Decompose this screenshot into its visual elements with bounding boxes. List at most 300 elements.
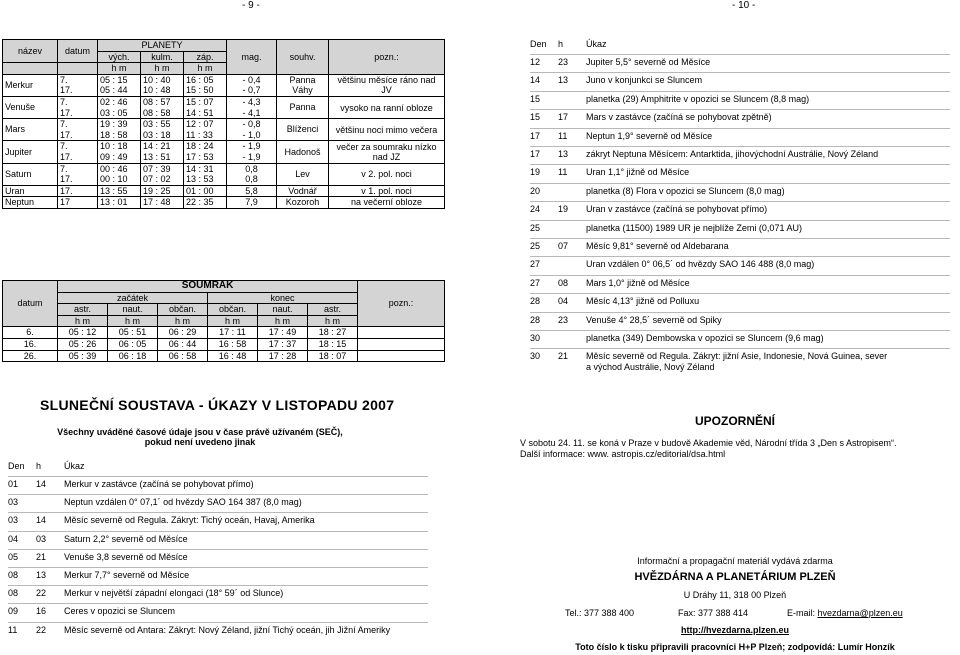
- planet-name: Venuše: [3, 96, 58, 118]
- footer-email: [787, 608, 903, 618]
- event-text-line: a východ Austrálie, Nový Zéland: [586, 362, 715, 373]
- col-mag: mag.: [227, 40, 277, 75]
- footer-credit: Toto číslo k tisku připravili pracovníci H+P Plzeň; zodpovídá: Lumír Honzík: [575, 642, 895, 652]
- event-text-line: Mars 1,0° jižně od Měsíce: [586, 277, 690, 288]
- planets-title: PLANETY: [98, 40, 227, 52]
- magnitude: - 0,7: [227, 85, 277, 96]
- transit-time: 19 : 25: [141, 185, 184, 197]
- event-text-line: Neptun vzdálen 0° 07,1´ od hvězdy SAO 164 387 (8,0 mag): [64, 497, 302, 508]
- event-hour: 03: [36, 533, 47, 544]
- event-day: 17: [530, 130, 541, 141]
- rise-time: 09 : 49: [98, 152, 141, 163]
- planet-row: [3, 197, 445, 209]
- header-ukaz: Úkaz: [64, 461, 85, 471]
- planet-row: [3, 163, 445, 174]
- event-hour: 08: [558, 277, 569, 288]
- planet-row: [3, 96, 445, 107]
- event-text: [586, 149, 878, 160]
- date-cell: 6.: [3, 327, 58, 339]
- event-day: 24: [530, 204, 541, 215]
- rise-time: 19 : 39: [98, 119, 141, 130]
- event-text-line: Jupiter 5,5° severně od Měsíce: [586, 57, 711, 67]
- rise-time: 03 : 05: [98, 108, 141, 119]
- event-hour: 21: [36, 551, 47, 562]
- event-row: [530, 57, 710, 68]
- event-day: 03: [8, 497, 19, 508]
- events-header-left: [8, 461, 85, 472]
- notice-line: V sobotu 24. 11. se koná v Praze v budově Akademie věd, Národní třída 3 „Den s Astropisem“.: [520, 438, 897, 448]
- hm-blank: [58, 63, 98, 75]
- header-ukaz: Úkaz: [586, 39, 607, 49]
- event-hour: 22: [36, 588, 47, 599]
- twilight-time: 06 : 58: [158, 350, 208, 362]
- date-cell: 7.: [58, 163, 98, 174]
- event-day: 05: [8, 551, 19, 562]
- event-text: [586, 75, 702, 86]
- col-datum: datum: [58, 40, 98, 63]
- event-text: [586, 241, 729, 252]
- time-note-line: pokud není uvedeno jinak: [144, 437, 256, 447]
- page-number-right: - 10 -: [732, 0, 756, 11]
- row-divider: [530, 164, 950, 165]
- magnitude: - 0,4: [227, 74, 277, 85]
- event-text-line: planetka (349) Dembowska v opozici se Sluncem (9,6 mag): [586, 333, 824, 343]
- hm-label: h m: [141, 63, 184, 75]
- event-day: 20: [530, 185, 541, 196]
- event-row: [530, 167, 689, 178]
- transit-time: 08 : 58: [141, 108, 184, 119]
- transit-time: 13 : 51: [141, 152, 184, 163]
- event-hour: [558, 259, 586, 270]
- event-hour: 13: [36, 570, 47, 580]
- planet-note: většinu měsíce ráno nad JV: [329, 74, 445, 96]
- magnitude: - 0,8: [227, 119, 277, 130]
- twilight-row: [3, 327, 445, 339]
- magnitude: - 1,9: [227, 152, 277, 163]
- notice-title: UPOZORNĚNÍ: [694, 414, 775, 428]
- set-time: 12 : 07: [184, 119, 227, 130]
- twilight-note: [358, 338, 445, 350]
- twilight-time: 06 : 29: [158, 327, 208, 339]
- time-note: [40, 427, 360, 447]
- col-konec: konec: [208, 292, 358, 304]
- event-day: 30: [530, 333, 541, 343]
- event-text-line: Saturn 2,2° severně od Měsíce: [64, 533, 188, 544]
- twilight-note: [358, 327, 445, 339]
- event-hour: 22: [36, 624, 47, 635]
- row-divider: [530, 275, 950, 276]
- event-hour: 23: [558, 314, 569, 325]
- event-text: [64, 606, 175, 617]
- event-row: [530, 351, 887, 373]
- rise-time: 05 : 15: [98, 74, 141, 85]
- twilight-row: [3, 338, 445, 350]
- event-hour: 16: [36, 606, 47, 617]
- hm-blank: [3, 63, 58, 75]
- event-row: [530, 131, 712, 142]
- transit-time: 07 : 02: [141, 174, 184, 185]
- event-row: [8, 606, 175, 617]
- event-text: [64, 588, 283, 599]
- twilight-time: 17 : 28: [258, 350, 308, 362]
- hm-label: h m: [108, 315, 158, 327]
- magnitude: 0,8: [227, 163, 277, 174]
- magnitude: - 4,3: [227, 96, 277, 107]
- planet-note: vysoko na ranní obloze: [329, 96, 445, 118]
- row-divider: [530, 128, 950, 129]
- event-hour: 17: [558, 112, 569, 123]
- event-row: [530, 204, 767, 215]
- event-row: [530, 315, 722, 326]
- magnitude: 0,8: [227, 174, 277, 185]
- event-text-line: Venuše 3,8 severně od Měsíce: [64, 551, 188, 562]
- row-divider: [530, 54, 950, 55]
- event-hour: 14: [36, 515, 47, 526]
- website-link[interactable]: http://hvezdarna.plzen.eu: [680, 625, 789, 635]
- constellation: Panna: [277, 96, 329, 118]
- event-day: 17: [530, 149, 541, 159]
- event-row: [530, 241, 729, 252]
- event-text-line: Merkur 7,7° severně od Měsíce: [64, 570, 190, 580]
- event-hour: 14: [36, 479, 47, 489]
- event-text: [586, 167, 689, 178]
- row-divider: [8, 622, 428, 623]
- event-text: [64, 534, 188, 545]
- set-time: 11 : 33: [184, 130, 227, 141]
- event-row: [530, 223, 802, 234]
- date-cell: 17: [58, 197, 98, 209]
- twilight-table: [2, 280, 445, 362]
- constellation: Blíženci: [277, 119, 329, 141]
- date-cell: 7.: [58, 96, 98, 107]
- event-text-line: Juno v konjunkci se Sluncem: [586, 75, 703, 86]
- event-day: 12: [530, 57, 541, 67]
- email-link[interactable]: hvezdarna@plzen.eu: [817, 608, 903, 618]
- event-day: 14: [530, 75, 541, 86]
- planets-table: [2, 39, 445, 209]
- footer-org: HVĚZDÁRNA A PLANETÁRIUM PLZEŇ: [634, 571, 836, 583]
- row-divider: [530, 312, 950, 313]
- date-cell: 7.: [58, 141, 98, 152]
- event-hour: 19: [558, 204, 569, 215]
- transit-time: 10 : 48: [141, 85, 184, 96]
- event-text-line: Mars v zastávce (začíná se pohybovat zpětně): [586, 112, 772, 123]
- col-kulm: kulm.: [141, 51, 184, 63]
- magnitude: 7,9: [227, 197, 277, 209]
- row-divider: [530, 201, 950, 202]
- transit-time: 17 : 48: [141, 197, 184, 209]
- event-day: 09: [8, 606, 19, 617]
- set-time: 18 : 24: [184, 141, 227, 152]
- event-row: [530, 112, 772, 123]
- planet-note: většinu noci mimo večera: [329, 119, 445, 141]
- date-cell: 7.: [58, 74, 98, 85]
- event-row: [8, 479, 254, 490]
- row-divider: [8, 585, 428, 586]
- planet-name: Merkur: [3, 74, 58, 96]
- event-text-line: Měsíc severně od Regula. Zákryt: jižní Asie, Indonesie, Nová Guinea, sever: [586, 351, 888, 362]
- transit-time: 07 : 39: [141, 163, 184, 174]
- footer-url-wrap: [520, 625, 950, 635]
- event-text: [64, 625, 390, 636]
- twilight-time: 18 : 07: [308, 350, 358, 362]
- twilight-time: 18 : 15: [308, 338, 358, 350]
- event-day: 08: [8, 588, 19, 599]
- set-time: 22 : 35: [184, 197, 227, 209]
- event-day: 19: [530, 167, 541, 178]
- event-text: [586, 57, 710, 68]
- event-text: [586, 223, 802, 234]
- date-cell: 17.: [58, 108, 98, 119]
- rise-time: 05 : 44: [98, 85, 141, 96]
- twilight-col: občan.: [158, 304, 208, 316]
- event-text-line: Měsíc 9,81° severně od Aldebarana: [586, 241, 729, 251]
- col-zacatek: začátek: [58, 292, 208, 304]
- date-cell: 17.: [58, 130, 98, 141]
- twilight-time: 16 : 58: [208, 338, 258, 350]
- event-text: [64, 497, 302, 508]
- planet-name: Mars: [3, 119, 58, 141]
- planet-note: večer za soumraku nízko nad JZ: [329, 141, 445, 163]
- set-time: 01 : 00: [184, 185, 227, 197]
- constellation: Panna: [277, 74, 329, 85]
- hm-label: h m: [184, 63, 227, 75]
- constellation: Hadonoš: [277, 141, 329, 163]
- twilight-note: [358, 350, 445, 362]
- event-hour: [558, 333, 586, 344]
- planet-name: Jupiter: [3, 141, 58, 163]
- planet-name: Neptun: [3, 197, 58, 209]
- row-divider: [530, 293, 950, 294]
- rise-time: 18 : 58: [98, 130, 141, 141]
- page-number-left: - 9 -: [242, 0, 260, 11]
- twilight-col: astr.: [308, 304, 358, 316]
- event-row: [8, 570, 189, 581]
- col-souhv: souhv.: [277, 40, 329, 75]
- transit-time: 10 : 40: [141, 74, 184, 85]
- event-text-line: Uran v zastávce (začíná se pohybovat přímo): [586, 204, 768, 215]
- event-hour: 11: [558, 130, 568, 141]
- event-hour: 21: [558, 351, 569, 362]
- set-time: 15 : 50: [184, 85, 227, 96]
- events-header-right: [530, 39, 607, 50]
- rise-time: 10 : 18: [98, 141, 141, 152]
- twilight-col: naut.: [258, 304, 308, 316]
- date-cell: 17.: [58, 185, 98, 197]
- transit-time: 03 : 18: [141, 130, 184, 141]
- event-text: [64, 515, 315, 526]
- hm-label: h m: [258, 315, 308, 327]
- event-text: [586, 333, 824, 344]
- hm-label: h m: [58, 315, 108, 327]
- row-divider: [8, 549, 428, 550]
- set-time: 13 : 53: [184, 174, 227, 185]
- event-text: [586, 351, 887, 373]
- row-divider: [8, 512, 428, 513]
- event-row: [8, 588, 283, 599]
- planet-name: Saturn: [3, 163, 58, 185]
- magnitude: - 4,1: [227, 108, 277, 119]
- event-row: [8, 534, 188, 545]
- event-hour: 13: [558, 149, 569, 159]
- event-hour: [36, 497, 64, 508]
- planet-name: Uran: [3, 185, 58, 197]
- constellation: Váhy: [277, 85, 329, 96]
- row-divider: [8, 567, 428, 568]
- event-text-line: Měsíc 4,13° jižně od Polluxu: [586, 296, 700, 307]
- twilight-time: 06 : 05: [108, 338, 158, 350]
- event-day: 03: [8, 515, 19, 526]
- set-time: 17 : 53: [184, 152, 227, 163]
- magnitude: - 1,0: [227, 130, 277, 141]
- row-divider: [530, 256, 950, 257]
- rise-time: 00 : 10: [98, 174, 141, 185]
- event-hour: [558, 223, 586, 234]
- event-text-line: Merkur v zastávce (začíná se pohybovat přímo): [64, 479, 254, 489]
- transit-time: 03 : 55: [141, 119, 184, 130]
- rise-time: 02 : 46: [98, 96, 141, 107]
- row-divider: [8, 603, 428, 604]
- event-row: [8, 552, 188, 563]
- notice-line: Další informace: www. astropis.cz/editorial/dsa.html: [520, 449, 726, 459]
- set-time: 16 : 05: [184, 74, 227, 85]
- event-text-line: planetka (8) Flora v opozici se Sluncem (8,0 mag): [586, 185, 785, 196]
- row-divider: [530, 220, 950, 221]
- event-text: [586, 204, 767, 215]
- col-pozn: pozn.:: [358, 281, 445, 327]
- event-text-line: Měsíc severně od Regula. Zákryt: Tichý oceán, Havaj, Amerika: [64, 515, 315, 526]
- event-text-line: Merkur v největší západní elongaci (18° 59´ od Slunce): [64, 588, 284, 599]
- event-day: 28: [530, 296, 541, 307]
- hm-label: h m: [208, 315, 258, 327]
- event-row: [530, 149, 878, 160]
- event-text: [586, 94, 809, 105]
- rise-time: 00 : 46: [98, 163, 141, 174]
- header-den: Den: [530, 39, 547, 49]
- event-row: [530, 333, 824, 344]
- row-divider: [530, 72, 950, 73]
- footer-publisher: Informační a propagační materiál vydává zdarma: [637, 556, 833, 566]
- event-row: [530, 186, 785, 197]
- twilight-time: 16 : 48: [208, 350, 258, 362]
- row-divider: [530, 348, 950, 349]
- set-time: 15 : 07: [184, 96, 227, 107]
- transit-time: 08 : 57: [141, 96, 184, 107]
- date-cell: 17.: [58, 85, 98, 96]
- event-text: [586, 278, 690, 289]
- magnitude: 5,8: [227, 185, 277, 197]
- constellation: Lev: [277, 163, 329, 185]
- event-text-line: Neptun 1,9° severně od Měsíce: [586, 130, 713, 141]
- twilight-time: 18 : 27: [308, 327, 358, 339]
- magnitude: - 1,9: [227, 141, 277, 152]
- event-day: 15: [530, 93, 541, 104]
- event-hour: 11: [558, 167, 568, 178]
- event-day: 01: [8, 479, 19, 489]
- event-text-line: Venuše 4° 28,5´ severně od Spiky: [586, 314, 722, 325]
- event-day: 27: [530, 259, 541, 270]
- rise-time: 13 : 01: [98, 197, 141, 209]
- planet-row: [3, 74, 445, 85]
- col-zap: záp.: [184, 51, 227, 63]
- event-text: [586, 315, 722, 326]
- twilight-time: 17 : 49: [258, 327, 308, 339]
- twilight-col: naut.: [108, 304, 158, 316]
- row-divider: [8, 494, 428, 495]
- event-text-line: Uran 1,1° jižně od Měsíce: [586, 167, 690, 178]
- col-pozn: pozn.:: [329, 40, 445, 75]
- hm-label: h m: [98, 63, 141, 75]
- header-h: h: [36, 461, 42, 471]
- twilight-title: SOUMRAK: [58, 281, 358, 293]
- col-datum: datum: [3, 281, 58, 327]
- twilight-col: astr.: [58, 304, 108, 316]
- event-day: 15: [530, 112, 541, 123]
- event-day: 28: [530, 314, 541, 325]
- col-vych: vých.: [98, 51, 141, 63]
- row-divider: [530, 91, 950, 92]
- twilight-row: [3, 350, 445, 362]
- date-cell: 17.: [58, 152, 98, 163]
- event-text-line: planetka (29) Amphitrite v opozici se Sluncem (8,8 mag): [586, 93, 810, 104]
- row-divider: [530, 183, 950, 184]
- event-row: [8, 625, 390, 636]
- twilight-time: 05 : 51: [108, 327, 158, 339]
- event-hour: [558, 94, 586, 105]
- event-row: [530, 278, 690, 289]
- event-row: [8, 515, 315, 526]
- event-text: [64, 479, 254, 490]
- event-hour: 07: [558, 241, 569, 251]
- event-row: [530, 259, 814, 270]
- set-time: 14 : 51: [184, 108, 227, 119]
- event-day: 04: [8, 533, 19, 544]
- row-divider: [8, 531, 428, 532]
- row-divider: [530, 238, 950, 239]
- transit-time: 14 : 21: [141, 141, 184, 152]
- event-row: [530, 75, 702, 86]
- twilight-time: 05 : 39: [58, 350, 108, 362]
- planet-note: na večerní obloze: [329, 197, 445, 209]
- set-time: 14 : 31: [184, 163, 227, 174]
- twilight-time: 05 : 12: [58, 327, 108, 339]
- event-day: 25: [530, 222, 541, 233]
- event-text-line: zákryt Neptuna Měsícem: Antarktida, jihovýchodní Austrálie, Nový Zéland: [586, 149, 879, 159]
- event-text: [586, 112, 772, 123]
- row-divider: [530, 146, 950, 147]
- twilight-time: 06 : 44: [158, 338, 208, 350]
- twilight-time: 06 : 18: [108, 350, 158, 362]
- event-day: 30: [530, 351, 541, 362]
- event-text: [64, 552, 188, 563]
- col-nazev: název: [3, 40, 58, 63]
- hm-label: h m: [158, 315, 208, 327]
- event-text: [64, 570, 189, 581]
- event-text-line: Uran vzdálen 0° 06,5´ od hvězdy SAO 146 488 (8,0 mag): [586, 259, 815, 270]
- constellation: Kozoroh: [277, 197, 329, 209]
- event-text-line: Měsíc severně od Antara: Zákryt: Nový Zéland, jižní Tichý oceán, jih Jižní Ameriky: [64, 624, 391, 635]
- event-hour: 23: [558, 57, 569, 67]
- planet-row: [3, 119, 445, 130]
- footer-fax: Fax: 377 388 414: [678, 608, 749, 618]
- event-hour: 13: [558, 75, 569, 86]
- twilight-time: 05 : 26: [58, 338, 108, 350]
- event-text-line: Ceres v opozici se Sluncem: [64, 606, 176, 617]
- event-hour: 04: [558, 296, 569, 307]
- planet-note: v 2. pol. noci: [329, 163, 445, 185]
- event-text-line: planetka (11500) 1989 UR je nejblíže Zemi (0,071 AU): [586, 222, 802, 233]
- event-day: 27: [530, 277, 541, 288]
